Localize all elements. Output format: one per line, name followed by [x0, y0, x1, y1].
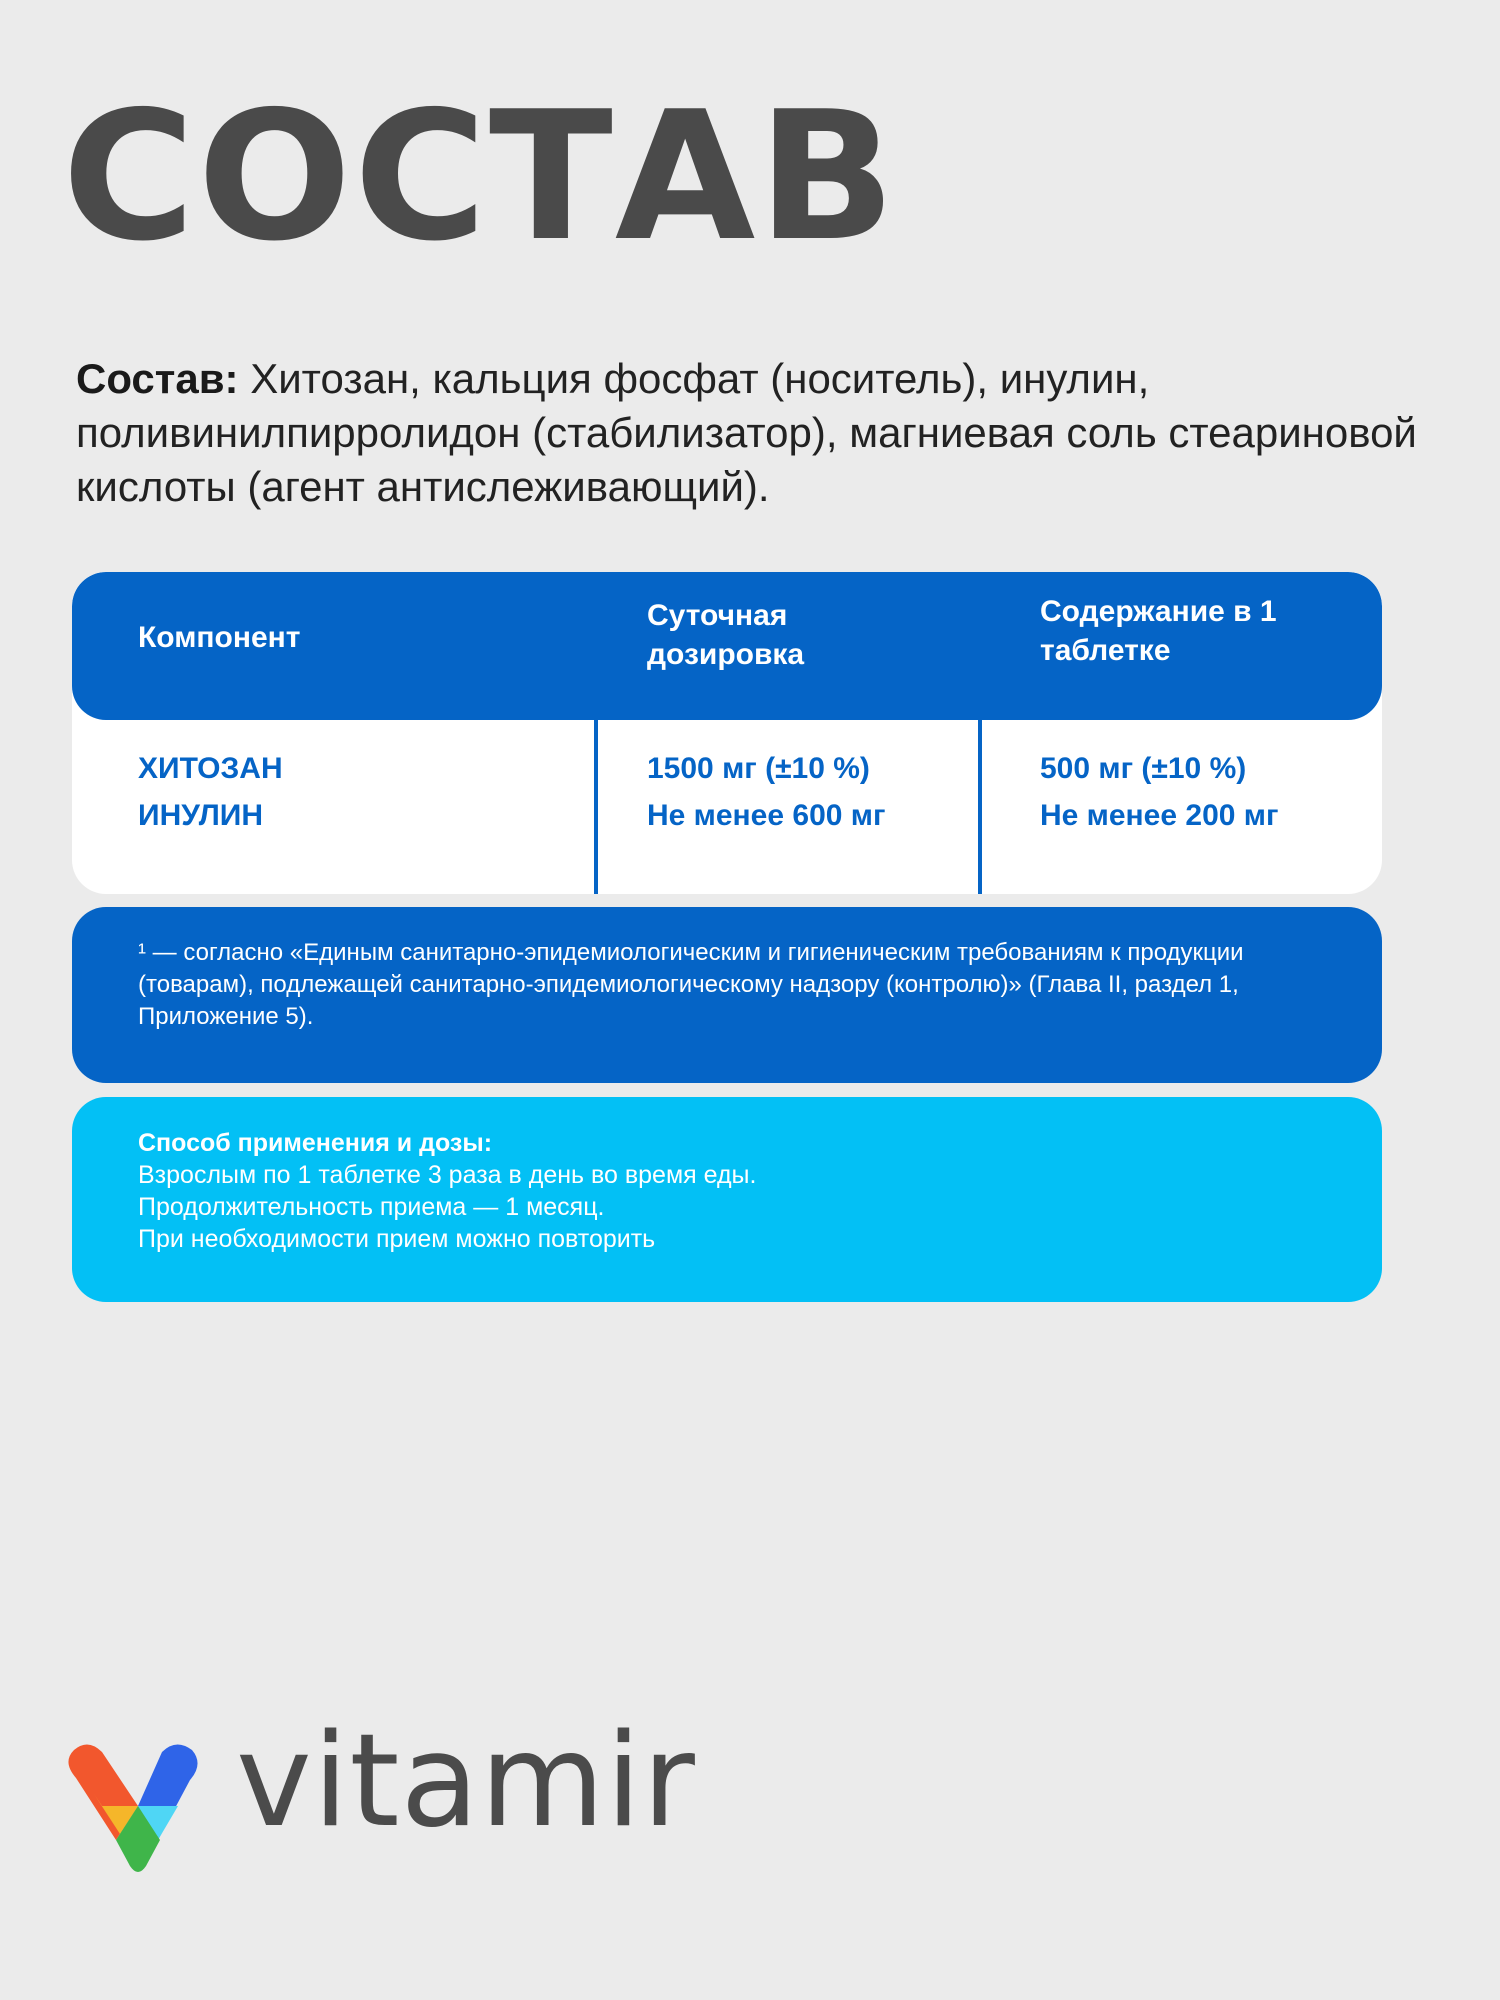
usage-line: Продолжительность приема — 1 месяц. — [138, 1193, 605, 1221]
composition-table — [72, 572, 1382, 894]
brand-wordmark: vitamir — [236, 1707, 696, 1856]
vitamir-v-logo-icon — [58, 1740, 208, 1880]
footnote-card — [72, 907, 1382, 1083]
logo-shapes — [68, 1744, 197, 1872]
column-divider — [978, 572, 982, 894]
composition-body: Хитозан, кальция фосфат (носитель), инулин, поливинилпирролидон (стабилизатор), магниевая соль стеариновой кислоты (агент антислеживающий). — [76, 355, 1417, 510]
usage-heading: Способ применения и дозы: — [138, 1129, 493, 1157]
header-daily-dose: Суточная дозировка — [647, 599, 805, 671]
cell-component-1: ХИТОЗАН — [138, 752, 283, 785]
cell-component-2: ИНУЛИН — [138, 799, 264, 832]
cell-daily-1: 1500 мг (±10 %) — [647, 752, 870, 785]
header-per-tablet: Содержание в 1 таблетке — [1040, 595, 1277, 667]
cell-tablet-2: Не менее 200 мг — [1040, 799, 1279, 832]
cell-tablet-1: 500 мг (±10 %) — [1040, 752, 1247, 785]
usage-card — [72, 1097, 1382, 1302]
header-component: Компонент — [138, 621, 301, 654]
composition-label: Состав: — [76, 355, 239, 402]
usage-line: При необходимости прием можно повторить — [138, 1225, 656, 1253]
composition-text — [76, 352, 1436, 514]
cell-daily-2: Не менее 600 мг — [647, 799, 886, 832]
page-title: СОСТАВ — [62, 73, 898, 280]
footnote-text: ¹ — согласно «Единым санитарно-эпидемиологическим и гигиеническим требованиям к продукции (товарам), подлежащей санитарно-эпидемиологическому надзору (контролю)» (Глава II, раздел 1, Приложение 5). — [138, 939, 1244, 1030]
column-divider — [594, 572, 598, 894]
usage-line: Взрослым по 1 таблетке 3 раза в день во время еды. — [138, 1161, 757, 1189]
